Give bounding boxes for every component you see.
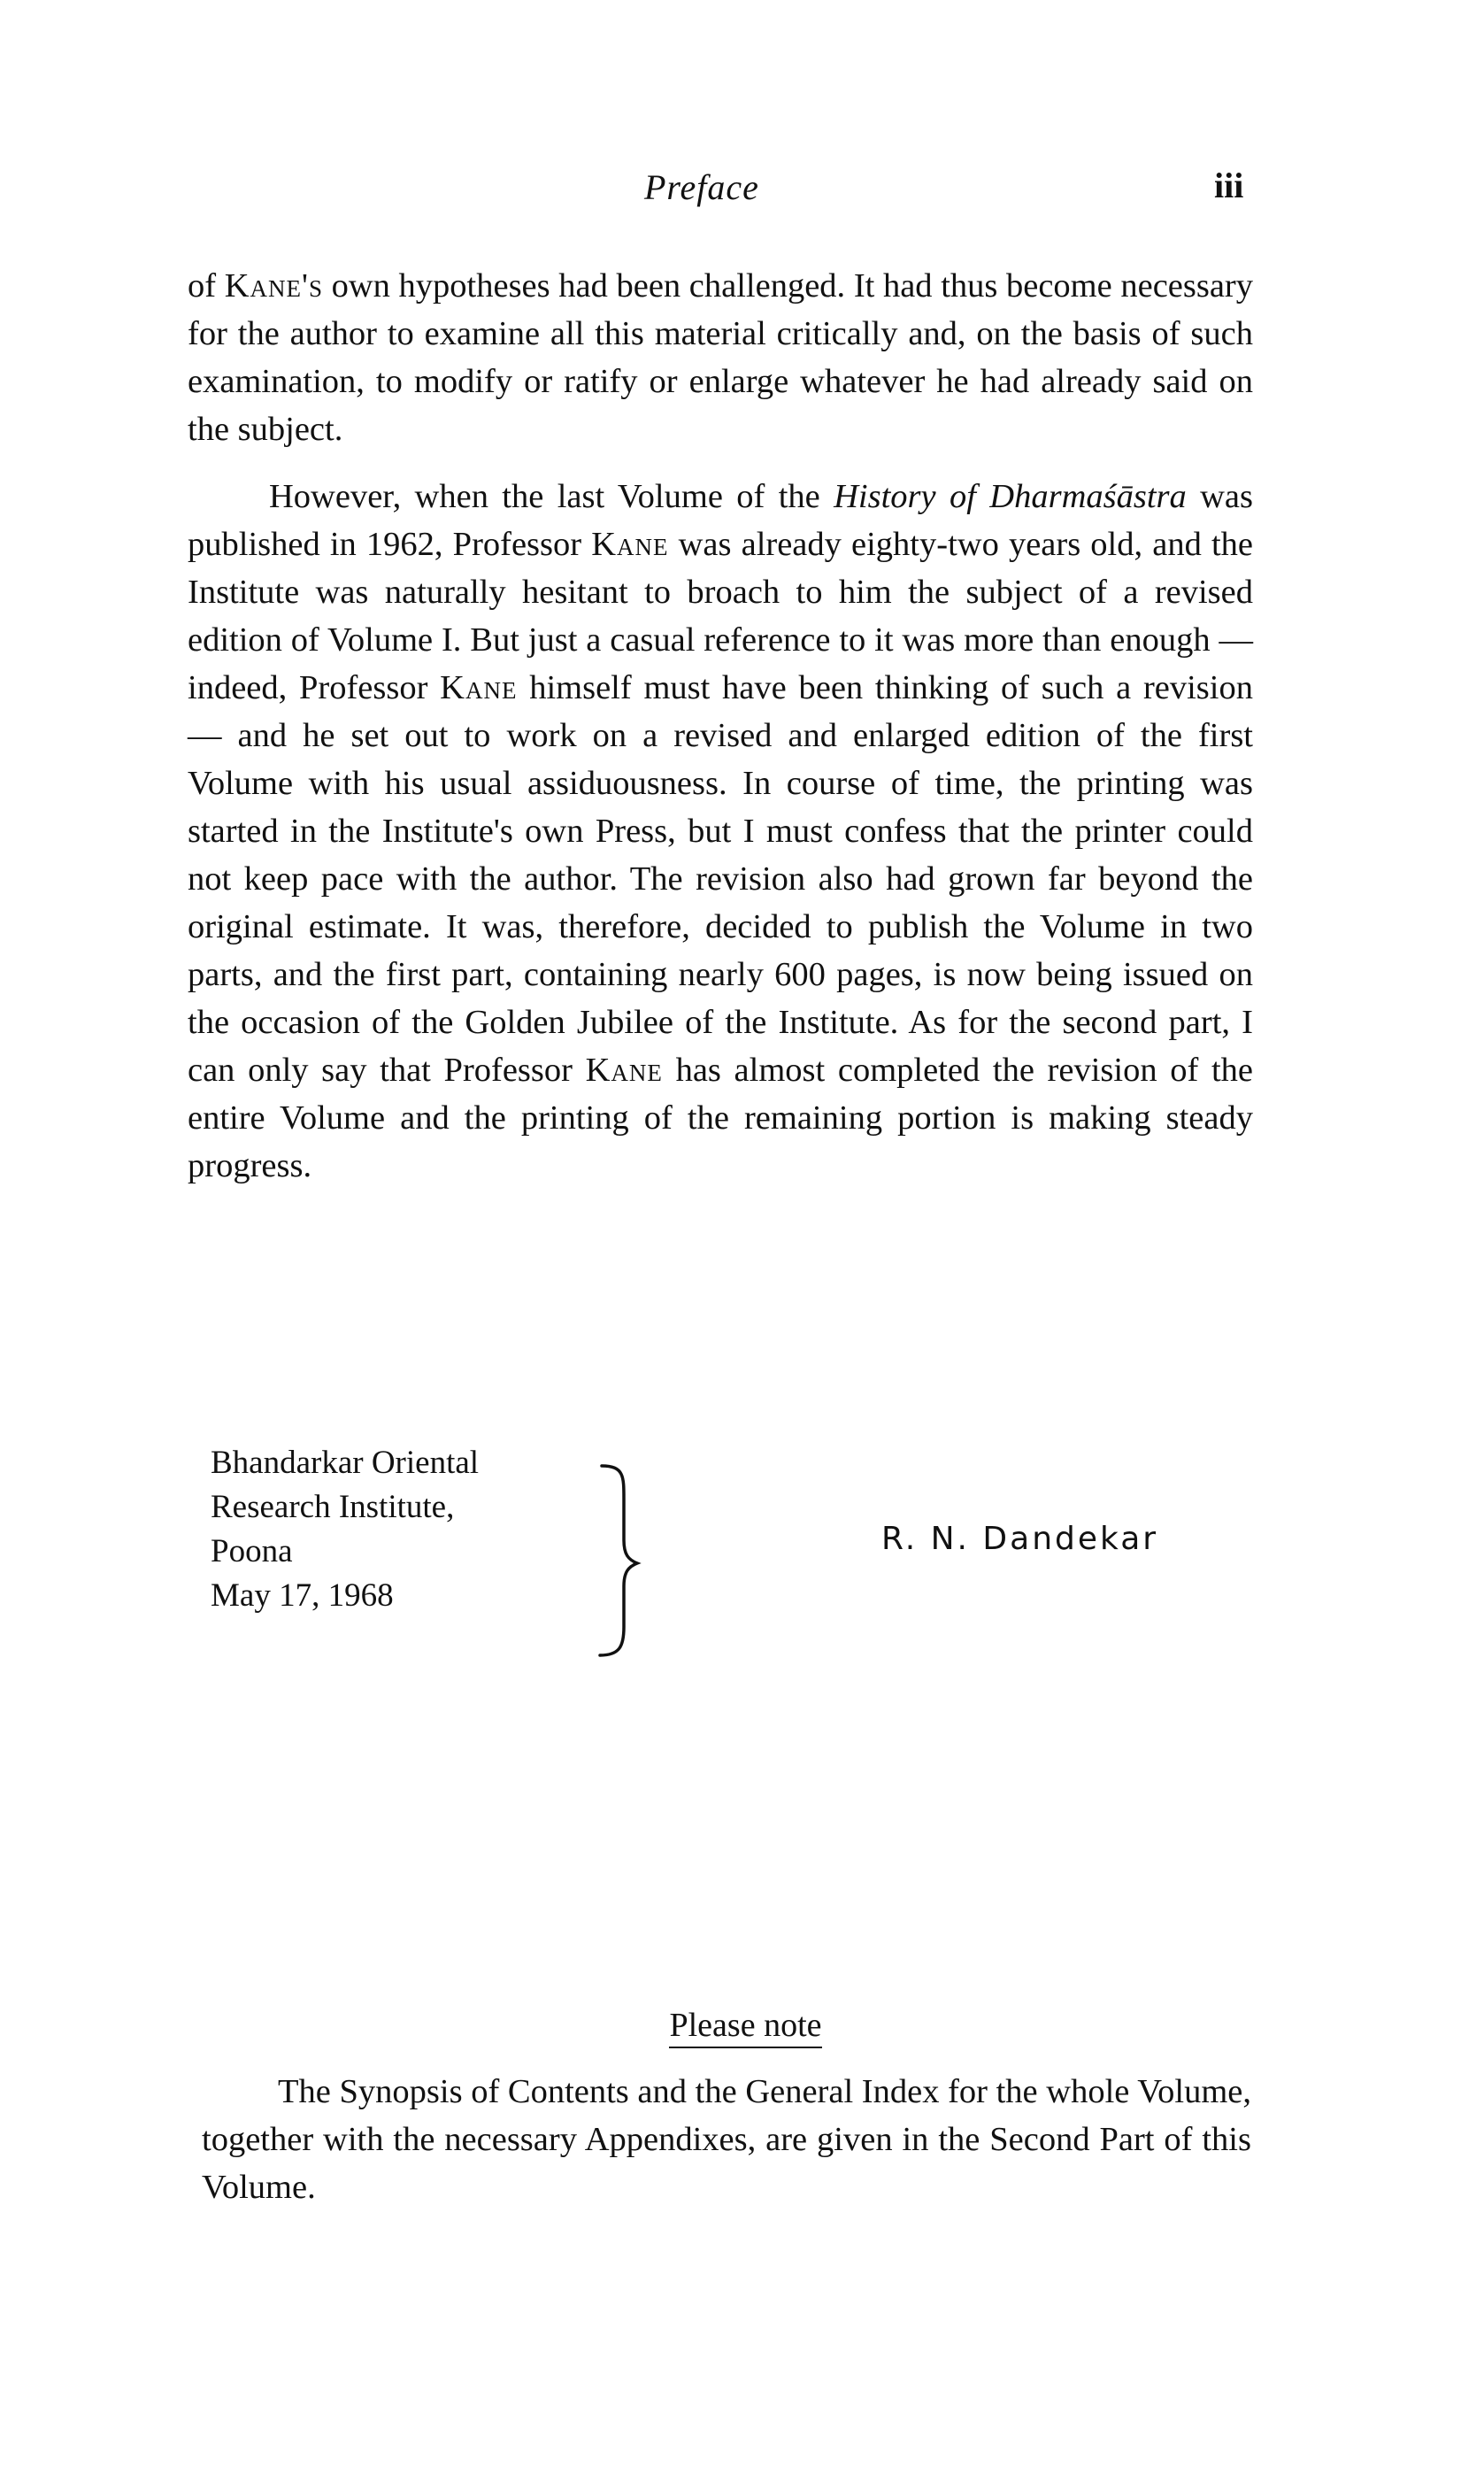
paragraph-2-part-1: However, when the last Volume of the [269, 478, 834, 515]
address-block [211, 1441, 479, 1618]
author-name: Kane [440, 669, 518, 706]
page-number: iii [1214, 166, 1244, 205]
note-text: The Synopsis of Contents and the General Index for the whole Volume, together with the necessary Appendixes, are given in the Second Part of this Volume. [202, 2073, 1251, 2206]
book-title: History of Dharmaśāstra [834, 478, 1187, 515]
note-heading [0, 2006, 1484, 2048]
paragraph-2-part-5: has almost completed the revision of the entire Volume and the printing of the remaining portion is making steady progress. [188, 1052, 1253, 1184]
paragraph-2-part-4: himself must have been thinking of such a revision — and he set out to work on a revised and enlarged edition of the first Volume with his usual assiduousness. In course of time, the printing was started in the Institute's own Press, but I must confess that the printer could not keep pace with the author. The revision also had grown far beyond the original estimate. It was, therefore, decided to publish the Volume in two parts, and the first part, containing nearly 600 pages, is now being issued on the occasion of the Golden Jubilee of the Institute. As for the second part, I can only say that Professor [188, 669, 1253, 1089]
author-name: Kane [585, 1052, 663, 1089]
paragraph-continuation [188, 262, 1253, 453]
running-head [0, 166, 1484, 220]
paragraph-main [188, 473, 1253, 1190]
author-name: Kane's [224, 267, 323, 305]
running-title: Preface [644, 167, 759, 207]
date-line: May 17, 1968 [211, 1577, 394, 1614]
paragraph-2-part-3: was already eighty-two years old, and the Institute was naturally hesitant to broach to him the subject of a revised edition of Volume I. But just a casual reference to it was more than enough — indeed, Professor [188, 526, 1253, 706]
note-heading-text: Please note [669, 2006, 821, 2048]
paragraph-1-prefix: of [188, 267, 225, 305]
address-line: Bhandarkar Oriental [211, 1445, 480, 1481]
paragraph-2-part-2: was published in 1962, Professor [188, 478, 1254, 563]
signatory-name: R. N. Dandekar [881, 1521, 1159, 1557]
signoff-block [0, 1441, 1484, 1654]
curly-brace [575, 1459, 664, 1662]
address-line: Poona [211, 1533, 293, 1569]
author-name: Kane [591, 526, 669, 563]
paragraph-1-text: own hypotheses had been challenged. It had thus become necessary for the author to examine all this material critically and, on the basis of such examination, to modify or ratify or enlarge whatever he had already said on the subject. [188, 267, 1253, 448]
address-line: Research Institute, [211, 1489, 455, 1525]
